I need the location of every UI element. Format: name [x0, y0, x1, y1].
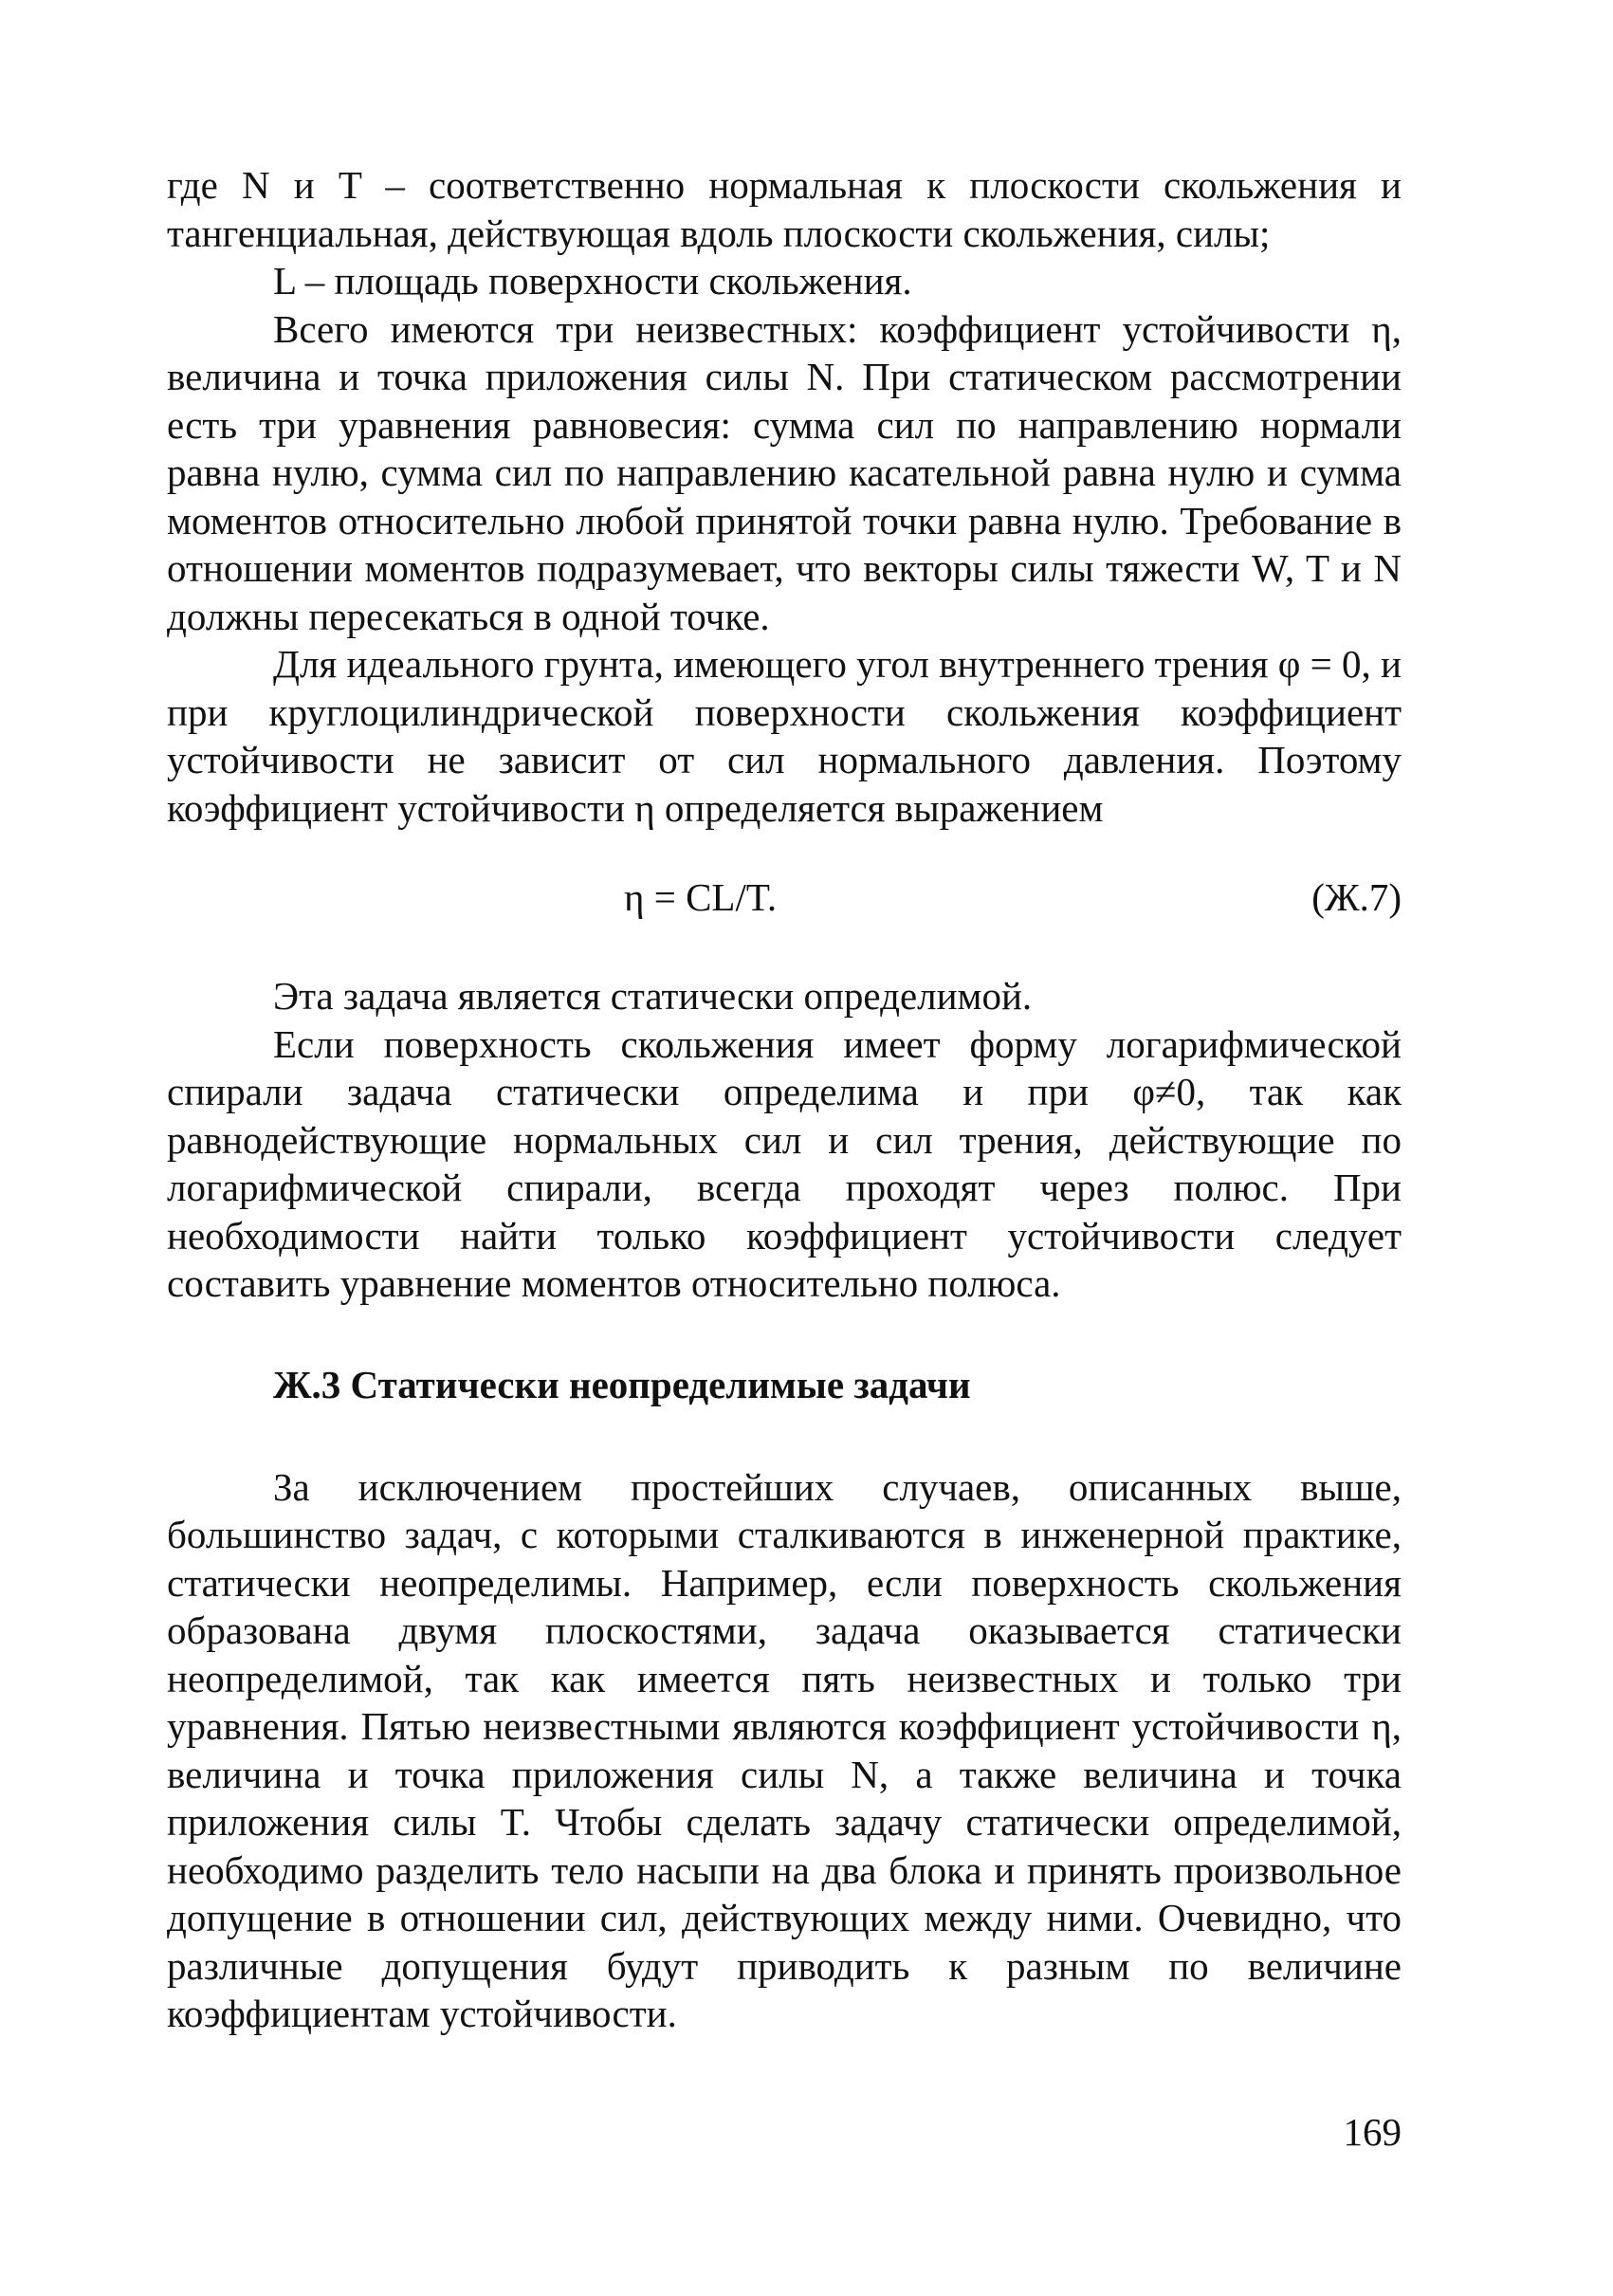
paragraph-log-spiral: Если поверхность скольжения имеет форму логарифмической спирали задача статически определима и при φ≠0, так как равнодействующие нормальных сил и сил трения, действующие по логарифмической спирали, всегда проходят через полюс. При необходимости найти только коэффициент устойчивости следует составить уравнение моментов относительно полюса. — [167, 1021, 1402, 1305]
paragraph-unknowns: Всего имеются три неизвестных: коэффициент устойчивости η, величина и точка приложения силы N. При статическом рассмотрении есть три уравнения равновесия: сумма сил по направлению нормали равна нулю, сумма сил по направлению касательной равна нулю и сумма моментов относительно любой принятой точки равна нулю. Требование в отношении моментов подразумевает, что векторы силы тяжести W, T и N должны пересекаться в одной точке. — [167, 306, 1402, 638]
paragraph-indeterminate: За исключением простейших случаев, описанных выше, большинство задач, с которыми сталкиваются в инженерной практике, статически неопределимы. Например, если поверхность скольжения образована двумя плоскостями, задача оказывается статически неопределимой, так как имеется пять неизвестных и только три уравнения. Пятью неизвестными являются коэффициент устойчивости η, величина и точка приложения силы N, а также величина и точка приложения силы T. Чтобы сделать задачу статически определимой, необходимо разделить тело насыпи на два блока и принять произвольное допущение в отношении сил, действующих между ними. Очевидно, что различные допущения будут приводить к разным по величине коэффициентам устойчивости. — [167, 1464, 1402, 2035]
section-heading: Ж.3 Статически неопределимые задачи — [273, 1362, 971, 1406]
page-number: 169 — [1343, 2110, 1402, 2154]
paragraph-area-definition: L – площадь поверхности скольжения. — [273, 259, 912, 303]
page-body — [167, 161, 1402, 2038]
formula-number: (Ж.7) — [1311, 875, 1402, 919]
formula-expression: η = CL/T. — [624, 875, 778, 919]
paragraph-ideal-soil: Для идеального грунта, имеющего угол внутреннего трения φ = 0, и при круглоцилиндрической поверхности скольжения коэффициент устойчивости не зависит от сил нормального давления. Поэтому коэффициент устойчивости η определяется выражением — [167, 642, 1402, 830]
formula-block — [167, 873, 1402, 921]
paragraph-determinate: Эта задача является статически определимой. — [273, 974, 1033, 1018]
paragraph-definitions: где N и T – соответственно нормальная к плоскости скольжения и тангенциальная, действующая вдоль плоскости скольжения, силы; — [167, 163, 1402, 255]
